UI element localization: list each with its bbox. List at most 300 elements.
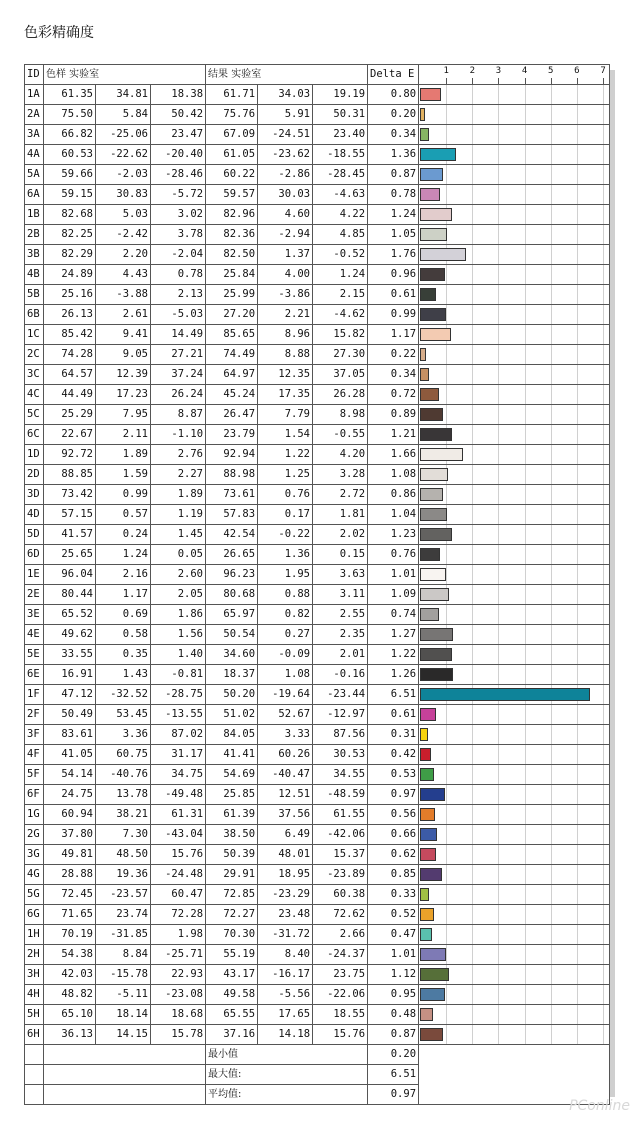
delta-e-header: Delta E xyxy=(368,65,419,85)
result-lab-value: 43.17 xyxy=(206,965,258,985)
delta-e-bar xyxy=(420,868,442,881)
gridline xyxy=(446,725,447,744)
patch-id: 2D xyxy=(25,465,44,485)
gridline xyxy=(525,965,526,984)
sample-lab-value: 60.47 xyxy=(151,885,206,905)
gridline xyxy=(577,985,578,1004)
delta-e-bar xyxy=(420,508,447,521)
result-lab-value: 1.81 xyxy=(313,505,368,525)
gridline xyxy=(577,125,578,144)
gridline xyxy=(577,405,578,424)
patch-id: 5H xyxy=(25,1005,44,1025)
result-lab-value: 30.53 xyxy=(313,745,368,765)
patch-id: 4C xyxy=(25,385,44,405)
sample-lab-value: 2.76 xyxy=(151,445,206,465)
result-lab-value: 88.98 xyxy=(206,465,258,485)
sample-lab-value: 36.13 xyxy=(44,1025,96,1045)
delta-e-bar-cell xyxy=(419,165,610,185)
result-lab-value: 27.20 xyxy=(206,305,258,325)
result-lab-value: 73.61 xyxy=(206,485,258,505)
delta-e-bar xyxy=(420,228,447,241)
gridline xyxy=(472,665,473,684)
sample-lab-value: 25.16 xyxy=(44,285,96,305)
delta-e-bar-cell xyxy=(419,725,610,745)
gridline xyxy=(551,645,552,664)
delta-e-bar-cell xyxy=(419,685,610,705)
gridline xyxy=(577,785,578,804)
gridline xyxy=(525,925,526,944)
delta-e-value: 0.89 xyxy=(368,405,419,425)
gridline xyxy=(525,525,526,544)
sample-lab-value: 8.87 xyxy=(151,405,206,425)
delta-e-bar-cell xyxy=(419,905,610,925)
patch-id: 6G xyxy=(25,905,44,925)
gridline xyxy=(446,385,447,404)
axis-tick-label: 3 xyxy=(495,66,502,76)
delta-e-bar xyxy=(420,828,437,841)
axis-tick-label: 2 xyxy=(469,66,476,76)
gridline xyxy=(577,445,578,464)
summary-blank xyxy=(25,1085,44,1105)
gridline xyxy=(446,825,447,844)
patch-id: 4D xyxy=(25,505,44,525)
sample-lab-value: 22.93 xyxy=(151,965,206,985)
sample-lab-value: 3.78 xyxy=(151,225,206,245)
sample-lab-value: 31.17 xyxy=(151,745,206,765)
sample-lab-value: 19.36 xyxy=(96,865,151,885)
gridline xyxy=(603,365,604,384)
gridline xyxy=(498,645,499,664)
result-lab-value: 61.55 xyxy=(313,805,368,825)
gridline xyxy=(525,625,526,644)
gridline xyxy=(525,445,526,464)
gridline xyxy=(551,145,552,164)
gridline xyxy=(603,165,604,184)
gridline xyxy=(498,185,499,204)
result-lab-value: 37.56 xyxy=(258,805,313,825)
gridline xyxy=(603,185,604,204)
gridline xyxy=(603,565,604,584)
axis-tick-label: 6 xyxy=(574,66,580,76)
delta-e-bar-cell xyxy=(419,865,610,885)
gridline xyxy=(551,965,552,984)
gridline xyxy=(603,325,604,344)
gridline xyxy=(472,85,473,104)
gridline xyxy=(472,725,473,744)
sample-lab-value: 60.53 xyxy=(44,145,96,165)
watermark-logo: PConline xyxy=(569,1098,630,1114)
delta-e-bar-cell xyxy=(419,105,610,125)
delta-e-bar-cell xyxy=(419,665,610,685)
sample-lab-value: 26.24 xyxy=(151,385,206,405)
result-lab-value: 34.03 xyxy=(258,85,313,105)
sample-lab-value: 2.05 xyxy=(151,585,206,605)
sample-lab-value: 82.29 xyxy=(44,245,96,265)
gridline xyxy=(446,905,447,924)
delta-e-bar-cell xyxy=(419,365,610,385)
sample-lab-value: -15.78 xyxy=(96,965,151,985)
gridline xyxy=(498,625,499,644)
sample-lab-value: 50.49 xyxy=(44,705,96,725)
result-lab-value: 37.05 xyxy=(313,365,368,385)
delta-e-bar xyxy=(420,708,436,721)
sample-lab-value: -20.40 xyxy=(151,145,206,165)
summary-chart-blank xyxy=(419,1045,610,1105)
gridline xyxy=(498,545,499,564)
result-lab-value: -40.47 xyxy=(258,765,313,785)
gridline xyxy=(525,725,526,744)
gridline xyxy=(525,985,526,1004)
axis-tick-mark xyxy=(525,78,526,84)
gridline xyxy=(472,325,473,344)
result-lab-value: 2.35 xyxy=(313,625,368,645)
delta-e-value: 0.78 xyxy=(368,185,419,205)
result-lab-value: 8.88 xyxy=(258,345,313,365)
sample-lab-value: 1.40 xyxy=(151,645,206,665)
gridline xyxy=(603,505,604,524)
delta-e-bar xyxy=(420,108,425,121)
gridline xyxy=(577,485,578,504)
delta-e-value: 1.05 xyxy=(368,225,419,245)
delta-e-bar-cell xyxy=(419,85,610,105)
result-lab-value: -24.37 xyxy=(313,945,368,965)
gridline xyxy=(446,1025,447,1044)
gridline xyxy=(551,885,552,904)
gridline xyxy=(551,205,552,224)
result-lab-value: 34.60 xyxy=(206,645,258,665)
sample-lab-value: 23.47 xyxy=(151,125,206,145)
delta-e-value: 0.31 xyxy=(368,725,419,745)
gridline xyxy=(551,505,552,524)
gridline xyxy=(577,465,578,484)
gridline xyxy=(498,505,499,524)
delta-e-bar xyxy=(420,148,456,161)
gridline xyxy=(472,845,473,864)
page-title: 色彩精确度 xyxy=(24,25,94,41)
gridline xyxy=(551,545,552,564)
table-row xyxy=(25,965,610,985)
gridline xyxy=(551,925,552,944)
gridline xyxy=(472,485,473,504)
gridline xyxy=(472,745,473,764)
gridline xyxy=(498,265,499,284)
sample-lab-value: -1.10 xyxy=(151,425,206,445)
sample-lab-value: 49.81 xyxy=(44,845,96,865)
delta-e-value: 1.21 xyxy=(368,425,419,445)
gridline xyxy=(577,885,578,904)
sample-lab-value: -2.04 xyxy=(151,245,206,265)
gridline xyxy=(472,965,473,984)
delta-e-bar-cell xyxy=(419,645,610,665)
table-body xyxy=(25,85,610,1105)
gridline xyxy=(551,105,552,124)
sample-lab-value: 74.28 xyxy=(44,345,96,365)
gridline xyxy=(603,705,604,724)
sample-lab-value: 2.61 xyxy=(96,305,151,325)
sample-lab-value: 41.57 xyxy=(44,525,96,545)
table-row xyxy=(25,805,610,825)
sample-lab-value: 1.19 xyxy=(151,505,206,525)
sample-lab-value: 3.36 xyxy=(96,725,151,745)
gridline xyxy=(472,905,473,924)
gridline xyxy=(551,425,552,444)
patch-id: 6B xyxy=(25,305,44,325)
delta-e-bar xyxy=(420,188,440,201)
summary-blank xyxy=(44,1085,206,1105)
delta-e-bar-cell xyxy=(419,545,610,565)
result-lab-value: 75.76 xyxy=(206,105,258,125)
delta-e-bar-cell xyxy=(419,325,610,345)
gridline xyxy=(551,845,552,864)
gridline xyxy=(498,845,499,864)
delta-e-bar-cell xyxy=(419,185,610,205)
result-lab-value: 82.50 xyxy=(206,245,258,265)
sample-lab-value: 75.50 xyxy=(44,105,96,125)
sample-lab-value: 54.14 xyxy=(44,765,96,785)
gridline xyxy=(472,365,473,384)
result-lab-value: 64.97 xyxy=(206,365,258,385)
result-lab-value: 1.95 xyxy=(258,565,313,585)
gridline xyxy=(498,365,499,384)
gridline xyxy=(472,445,473,464)
gridline xyxy=(498,165,499,184)
gridline xyxy=(577,925,578,944)
sample-lab-value: -49.48 xyxy=(151,785,206,805)
table-row xyxy=(25,705,610,725)
sample-lab-value: -22.62 xyxy=(96,145,151,165)
table-row xyxy=(25,1025,610,1045)
delta-e-value: 0.34 xyxy=(368,125,419,145)
gridline xyxy=(498,525,499,544)
gridline xyxy=(603,425,604,444)
delta-e-value: 0.66 xyxy=(368,825,419,845)
delta-e-value: 0.97 xyxy=(368,785,419,805)
table-row xyxy=(25,205,610,225)
sample-lab-value: -23.08 xyxy=(151,985,206,1005)
delta-e-value: 1.36 xyxy=(368,145,419,165)
gridline xyxy=(525,825,526,844)
summary-value: 0.97 xyxy=(368,1085,419,1105)
delta-e-bar-cell xyxy=(419,265,610,285)
delta-e-bar xyxy=(420,368,429,381)
gridline xyxy=(525,905,526,924)
gridline xyxy=(577,965,578,984)
result-lab-value: 1.22 xyxy=(258,445,313,465)
gridline xyxy=(472,705,473,724)
delta-e-bar xyxy=(420,748,431,761)
delta-e-value: 1.09 xyxy=(368,585,419,605)
sample-lab-value: 65.52 xyxy=(44,605,96,625)
delta-e-bar xyxy=(420,988,445,1001)
gridline xyxy=(603,525,604,544)
gridline xyxy=(446,545,447,564)
sample-lab-value: 13.78 xyxy=(96,785,151,805)
gridline xyxy=(498,665,499,684)
gridline xyxy=(551,825,552,844)
result-lab-value: 65.97 xyxy=(206,605,258,625)
delta-e-bar xyxy=(420,568,446,581)
patch-id: 1A xyxy=(25,85,44,105)
sample-lab-value: 1.89 xyxy=(151,485,206,505)
delta-e-value: 0.42 xyxy=(368,745,419,765)
delta-e-bar xyxy=(420,468,448,481)
patch-id: 6H xyxy=(25,1025,44,1045)
result-lab-value: 3.28 xyxy=(313,465,368,485)
gridline xyxy=(472,125,473,144)
delta-e-value: 1.04 xyxy=(368,505,419,525)
sample-lab-value: 1.89 xyxy=(96,445,151,465)
sample-lab-value: -23.57 xyxy=(96,885,151,905)
result-lab-value: 51.02 xyxy=(206,705,258,725)
gridline xyxy=(577,1025,578,1044)
sample-lab-value: -28.75 xyxy=(151,685,206,705)
sample-lab-value: 72.28 xyxy=(151,905,206,925)
gridline xyxy=(472,385,473,404)
gridline xyxy=(577,265,578,284)
result-lab-value: -0.55 xyxy=(313,425,368,445)
sample-lab-value: 82.25 xyxy=(44,225,96,245)
gridline xyxy=(498,925,499,944)
patch-id: 4A xyxy=(25,145,44,165)
sample-lab-value: 53.45 xyxy=(96,705,151,725)
patch-id: 5B xyxy=(25,285,44,305)
delta-e-bar-cell xyxy=(419,345,610,365)
result-lab-value: 61.71 xyxy=(206,85,258,105)
sample-lab-value: 50.42 xyxy=(151,105,206,125)
delta-e-value: 0.96 xyxy=(368,265,419,285)
result-lab-value: 23.48 xyxy=(258,905,313,925)
result-lab-value: 8.98 xyxy=(313,405,368,425)
sample-lab-value: 0.24 xyxy=(96,525,151,545)
table-row xyxy=(25,225,610,245)
sample-lab-value: 1.86 xyxy=(151,605,206,625)
sample-lab-value: -32.52 xyxy=(96,685,151,705)
gridline xyxy=(551,485,552,504)
result-lab-value: 0.82 xyxy=(258,605,313,625)
delta-e-value: 0.87 xyxy=(368,165,419,185)
delta-e-bar-cell xyxy=(419,125,610,145)
gridline xyxy=(603,285,604,304)
delta-e-bar-cell xyxy=(419,705,610,725)
result-lab-value: 1.25 xyxy=(258,465,313,485)
patch-id: 3C xyxy=(25,365,44,385)
result-lab-value: -0.52 xyxy=(313,245,368,265)
gridline xyxy=(603,925,604,944)
patch-id: 2C xyxy=(25,345,44,365)
result-lab-value: 25.85 xyxy=(206,785,258,805)
delta-e-bar xyxy=(420,808,435,821)
sample-lab-value: 54.38 xyxy=(44,945,96,965)
delta-e-bar xyxy=(420,88,441,101)
delta-e-bar-cell xyxy=(419,965,610,985)
delta-e-bar-cell xyxy=(419,385,610,405)
table-row xyxy=(25,645,610,665)
table-row xyxy=(25,105,610,125)
gridline xyxy=(603,905,604,924)
patch-id: 3F xyxy=(25,725,44,745)
sample-lab-value: 0.78 xyxy=(151,265,206,285)
gridline xyxy=(603,205,604,224)
gridline xyxy=(603,725,604,744)
delta-e-bar-cell xyxy=(419,465,610,485)
gridline xyxy=(551,985,552,1004)
gridline xyxy=(603,605,604,624)
gridline xyxy=(551,745,552,764)
result-lab-value: 50.54 xyxy=(206,625,258,645)
delta-e-bar-cell xyxy=(419,245,610,265)
sample-lab-value: 82.68 xyxy=(44,205,96,225)
patch-id: 3D xyxy=(25,485,44,505)
sample-lab-value: 49.62 xyxy=(44,625,96,645)
result-lab-value: 60.38 xyxy=(313,885,368,905)
gridline xyxy=(577,285,578,304)
sample-lab-value: 2.11 xyxy=(96,425,151,445)
gridline xyxy=(603,665,604,684)
result-lab-value: 2.72 xyxy=(313,485,368,505)
result-lab-value: 0.15 xyxy=(313,545,368,565)
gridline xyxy=(525,945,526,964)
gridline xyxy=(472,465,473,484)
result-lab-value: -0.16 xyxy=(313,665,368,685)
gridline xyxy=(551,125,552,144)
sample-lab-value: 0.99 xyxy=(96,485,151,505)
result-lab-value: 55.19 xyxy=(206,945,258,965)
delta-e-value: 6.51 xyxy=(368,685,419,705)
sample-lab-value: 2.13 xyxy=(151,285,206,305)
sample-lab-value: 27.21 xyxy=(151,345,206,365)
sample-lab-value: -2.42 xyxy=(96,225,151,245)
result-lab-value: 6.49 xyxy=(258,825,313,845)
result-lab-value: -23.89 xyxy=(313,865,368,885)
delta-e-bar xyxy=(420,348,426,361)
patch-id: 1H xyxy=(25,925,44,945)
delta-e-bar-cell xyxy=(419,225,610,245)
patch-id: 3B xyxy=(25,245,44,265)
result-lab-value: -0.09 xyxy=(258,645,313,665)
result-lab-value: -3.86 xyxy=(258,285,313,305)
delta-e-bar-cell xyxy=(419,565,610,585)
gridline xyxy=(577,845,578,864)
gridline xyxy=(551,1005,552,1024)
gridline xyxy=(577,165,578,184)
gridline xyxy=(525,665,526,684)
patch-id: 1D xyxy=(25,445,44,465)
table-row xyxy=(25,845,610,865)
table-row xyxy=(25,765,610,785)
sample-lab-value: 33.55 xyxy=(44,645,96,665)
sample-lab-value: 14.15 xyxy=(96,1025,151,1045)
gridline xyxy=(551,525,552,544)
delta-e-bar-cell xyxy=(419,765,610,785)
result-lab-value: 7.79 xyxy=(258,405,313,425)
result-lab-value: 1.36 xyxy=(258,545,313,565)
table-row xyxy=(25,505,610,525)
result-lab-header: 结果 实验室 xyxy=(206,65,368,85)
delta-e-bar-cell xyxy=(419,305,610,325)
table-row xyxy=(25,165,610,185)
table-row xyxy=(25,905,610,925)
gridline xyxy=(446,365,447,384)
summary-row xyxy=(25,1045,610,1065)
gridline xyxy=(603,545,604,564)
result-lab-value: 5.91 xyxy=(258,105,313,125)
gridline xyxy=(603,625,604,644)
delta-e-bar-cell xyxy=(419,485,610,505)
sample-lab-value: 38.21 xyxy=(96,805,151,825)
result-lab-value: 26.47 xyxy=(206,405,258,425)
delta-e-value: 0.86 xyxy=(368,485,419,505)
gridline xyxy=(577,185,578,204)
